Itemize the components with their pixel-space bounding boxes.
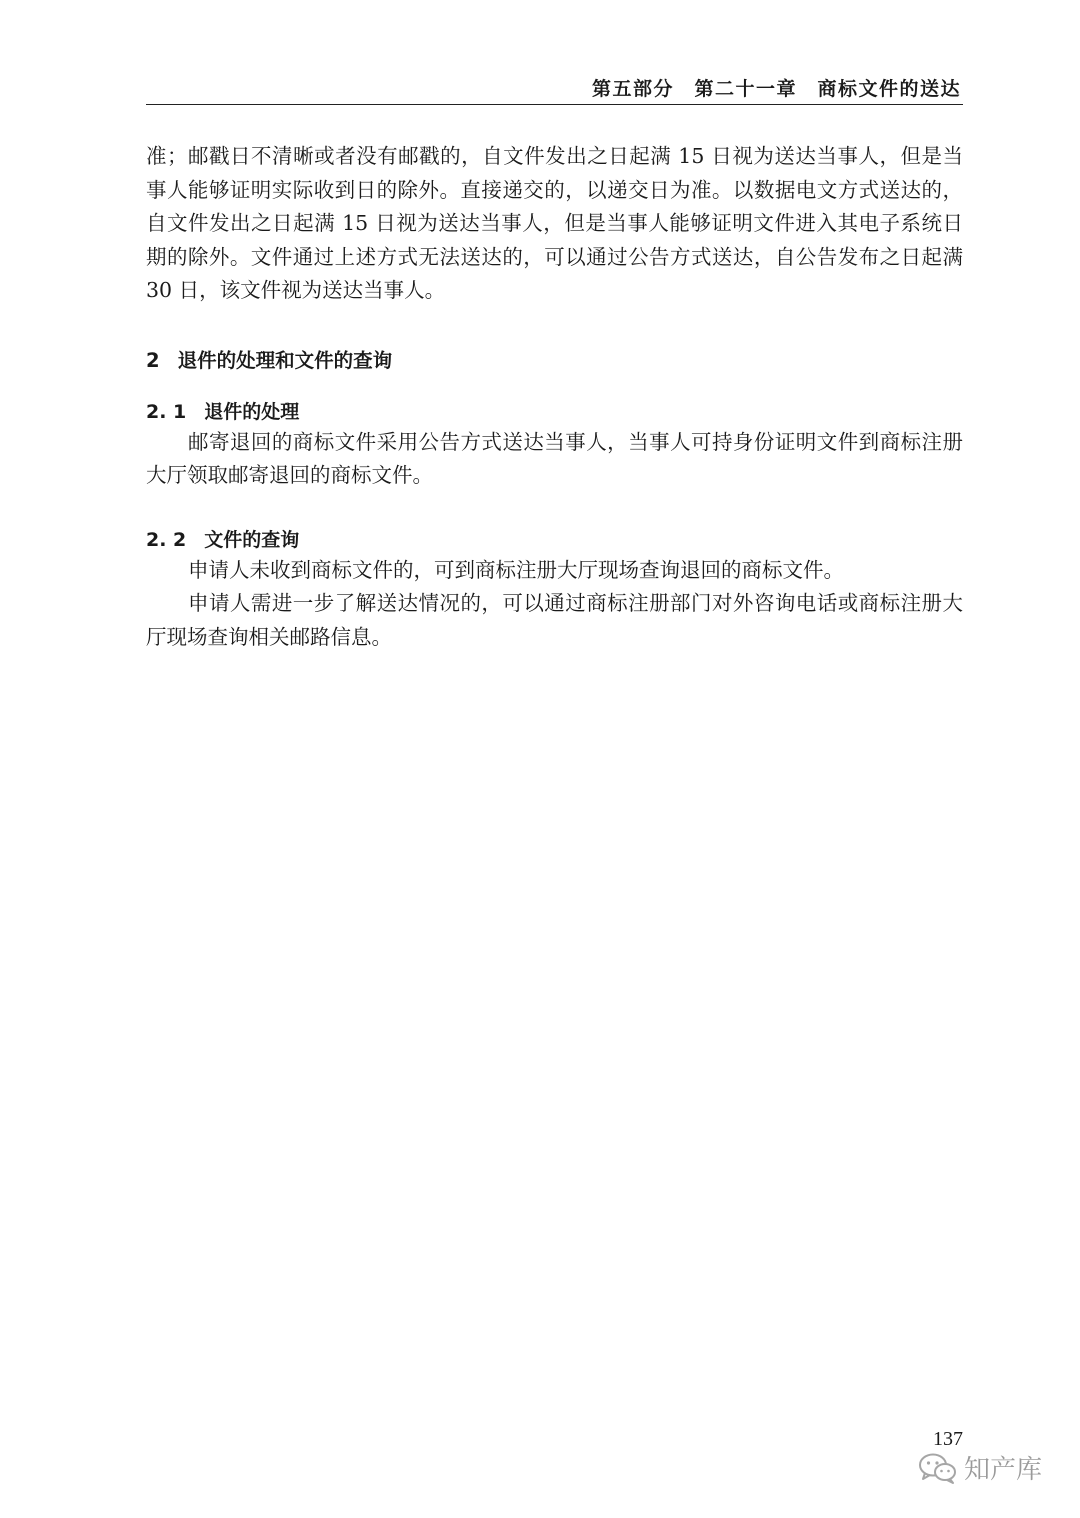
section-2-2-number: 2. 2 (146, 528, 187, 551)
section-2-title: 退件的处理和文件的查询 (177, 348, 393, 372)
section-2-2-paragraph-1: 申请人未收到商标文件的，可到商标注册大厅现场查询退回的商标文件。 (188, 557, 844, 582)
section-2-number: 2 (146, 348, 160, 372)
watermark (918, 1449, 1042, 1486)
watermark-text: 知产库 (964, 1455, 1043, 1485)
section-2-1-paragraph: 邮寄退回的商标文件采用公告方式送达当事人，当事人可持身份证明文件到商标注册大厅领取邮寄退回的商标文件。 (146, 429, 963, 487)
wechat-icon (918, 1452, 958, 1484)
section-2-2-heading (146, 526, 963, 554)
section-2-2-title: 文件的查询 (204, 528, 300, 551)
running-header (146, 72, 963, 105)
section-2-1-number: 2. 1 (146, 400, 187, 423)
section-2-heading (146, 346, 963, 376)
section-2-1-title: 退件的处理 (204, 400, 300, 423)
opening-paragraph: 准；邮戳日不清晰或者没有邮戳的，自文件发出之日起满 15 日视为送达当事人，但是当事人能够证明实际收到日的除外。直接递交的，以递交日为准。以数据电文方式送达的，自文件发出之日起满 15 日视为送达当事人，但是当事人能够证明文件进入其电子系统日期的除外。文件通过上述方式无法送达的，可以通过公告方式送达，自公告发布之日起满 30 日，该文件视为送达当事人。 (146, 144, 963, 302)
section-2-2-paragraph-2: 申请人需进一步了解送达情况的，可以通过商标注册部门对外咨询电话或商标注册大厅现场查询相关邮路信息。 (146, 591, 963, 649)
running-title: 第五部分 第二十一章 商标文件的送达 (591, 78, 961, 100)
page-number: 137 (933, 1428, 963, 1450)
section-2-1-heading (146, 398, 963, 426)
page-body (146, 140, 963, 654)
